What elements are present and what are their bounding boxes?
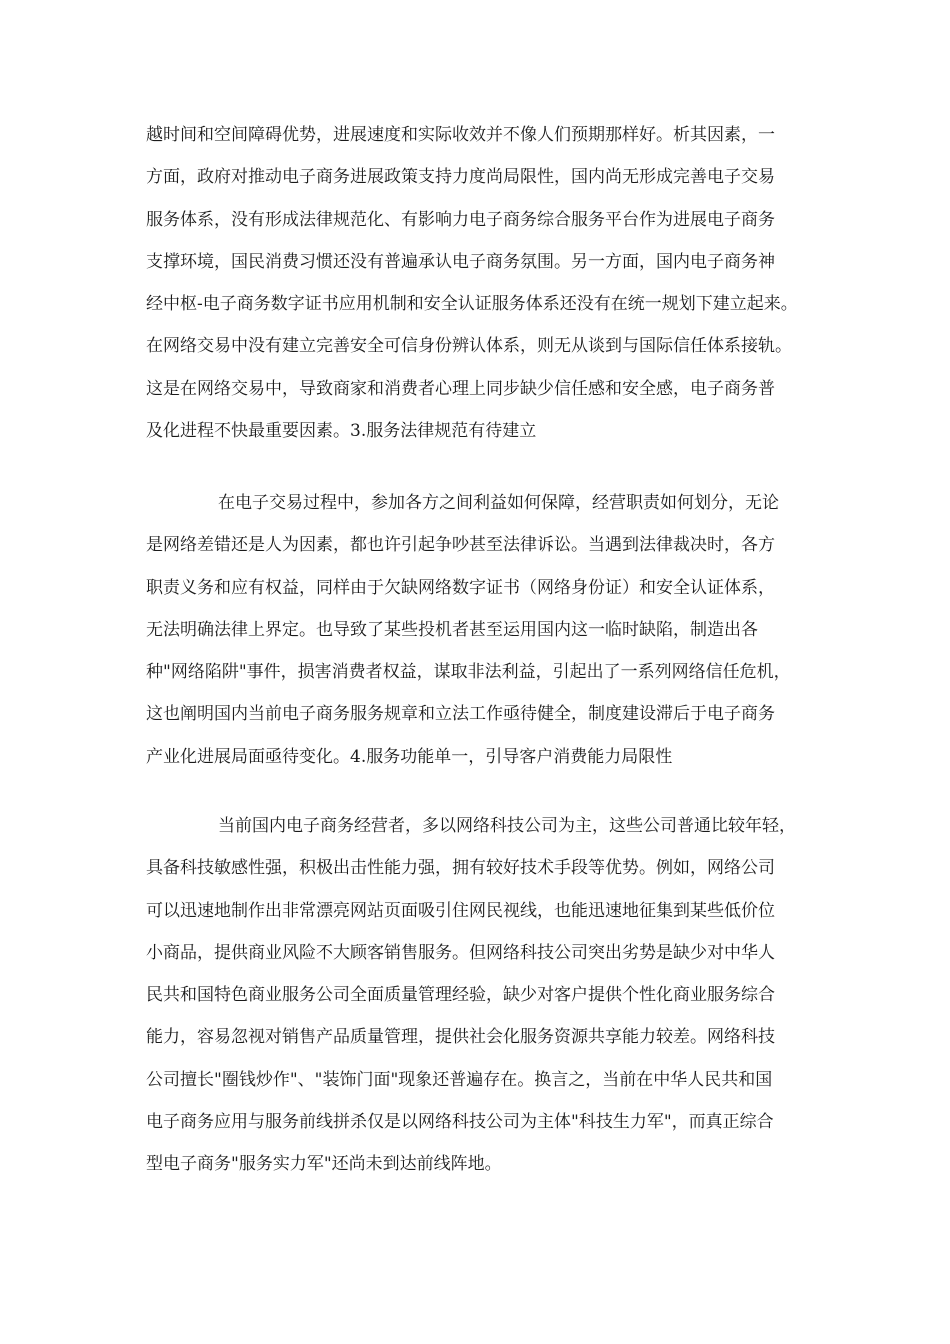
text-line: 职责义务和应有权益，同样由于欠缺网络数字证书（网络身份证）和安全认证体系， — [146, 577, 775, 598]
paragraph-2 — [146, 482, 866, 778]
text-line: 这是在网络交易中，导致商家和消费者心理上同步缺少信任感和安全感，电子商务普 — [146, 378, 775, 399]
text-line: 是网络差错还是人为因素，都也许引起争吵甚至法律诉讼。当遇到法律裁决时，各方 — [146, 535, 775, 556]
text-line: 经中枢-电子商务数字证书应用机制和安全认证服务体系还没有在统一规划下建立起来。 — [146, 294, 798, 315]
text-line: 民共和国特色商业服务公司全面质量管理经验，缺少对客户提供个性化商业服务综合 — [146, 985, 775, 1006]
text-line: 可以迅速地制作出非常漂亮网站页面吸引住网民视线，也能迅速地征集到某些低价位 — [146, 900, 775, 921]
text-line: 电子商务应用与服务前线拼杀仅是以网络科技公司为主体"科技生力军"，而真正综合 — [146, 1112, 774, 1133]
text-line: 无法明确法律上界定。也导致了某些投机者甚至运用国内这一临时缺陷，制造出各 — [146, 619, 758, 640]
text-line: 公司擅长"圈钱炒作"、"装饰门面"现象还普遍存在。换言之，当前在中华人民共和国 — [146, 1069, 773, 1090]
text-line: 种"网络陷阱"事件，损害消费者权益，谋取非法利益，引起出了一系列网络信任危机， — [146, 662, 791, 683]
text-line: 能力，容易忽视对销售产品质量管理，提供社会化服务资源共享能力较差。网络科技 — [146, 1027, 775, 1048]
paragraph-1 — [146, 114, 866, 452]
text-line: 支撑环境，国民消费习惯还没有普遍承认电子商务氛围。另一方面，国内电子商务神 — [146, 251, 775, 272]
text-line: 越时间和空间障碍优势，进展速度和实际收效并不像人们预期那样好。析其因素，一 — [146, 125, 775, 145]
text-line: 方面，政府对推动电子商务进展政策支持力度尚局限性，国内尚无形成完善电子交易 — [146, 167, 775, 188]
text-line: 型电子商务"服务实力军"还尚未到达前线阵地。 — [146, 1154, 502, 1175]
text-line: 及化进程不快最重要因素。3.服务法律规范有待建立 — [146, 421, 537, 442]
paragraph-3 — [146, 805, 866, 1186]
text-line: 这也阐明国内当前电子商务服务规章和立法工作亟待健全，制度建设滞后于电子商务 — [146, 704, 775, 725]
text-line: 小商品，提供商业风险不大顾客销售服务。但网络科技公司突出劣势是缺少对中华人 — [146, 942, 775, 963]
text-line: 具备科技敏感性强，积极出击性能力强，拥有较好技术手段等优势。例如，网络公司 — [146, 858, 775, 879]
text-line: 在电子交易过程中，参加各方之间利益如何保障，经营职责如何划分，无论 — [218, 493, 779, 513]
text-line: 服务体系，没有形成法律规范化、有影响力电子商务综合服务平台作为进展电子商务 — [146, 209, 775, 230]
text-line: 在网络交易中没有建立完善安全可信身份辨认体系，则无从谈到与国际信任体系接轨。 — [146, 336, 792, 357]
text-line: 当前国内电子商务经营者，多以网络科技公司为主，这些公司普通比较年轻， — [218, 816, 796, 836]
text-line: 产业化进展局面亟待变化。4.服务功能单一，引导客户消费能力局限性 — [146, 746, 673, 767]
